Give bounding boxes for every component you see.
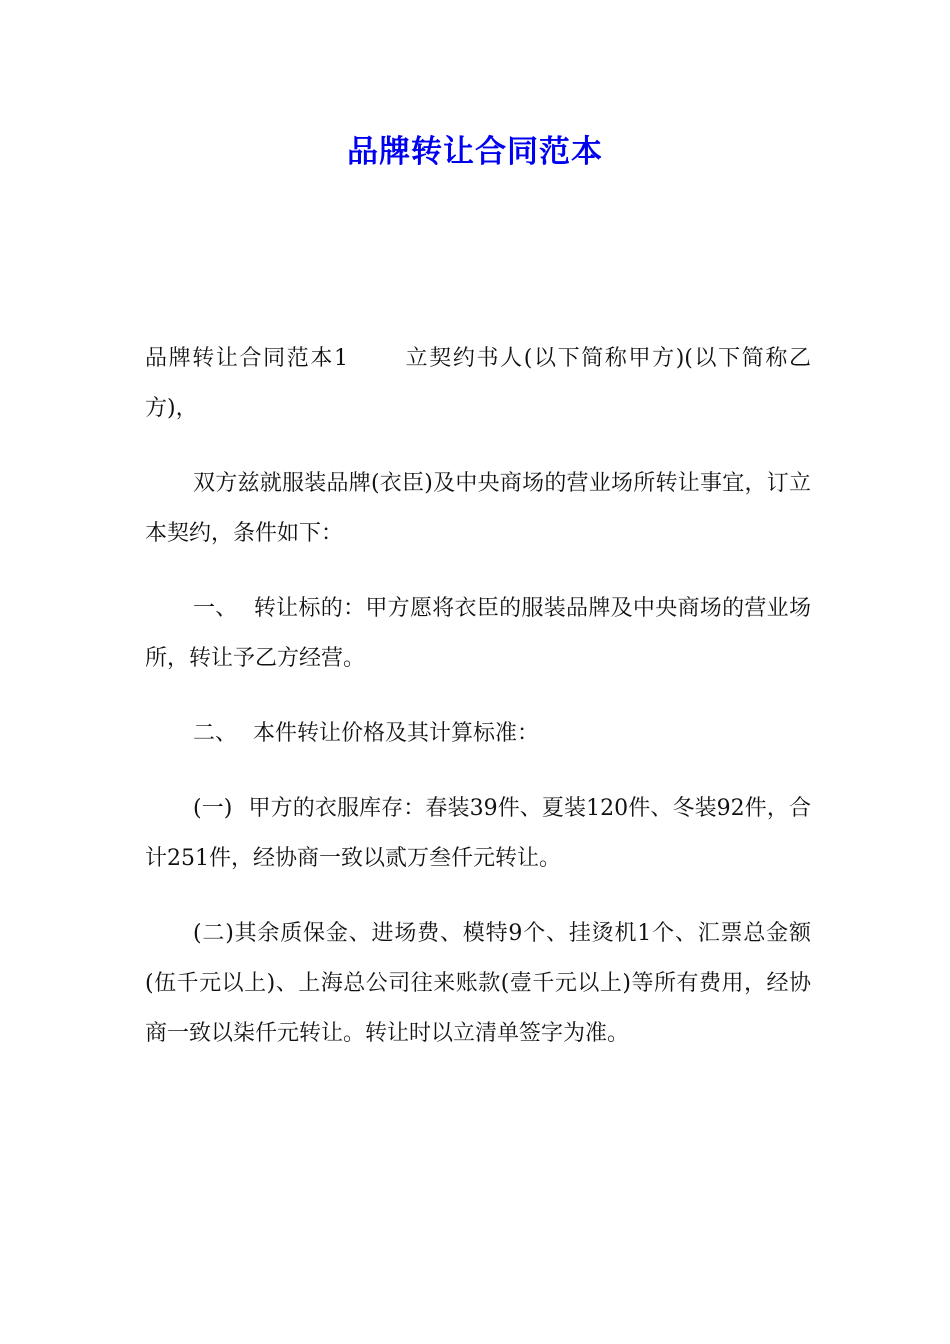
clause-number: (一) (193, 796, 233, 821)
clause-number: 一、 (193, 596, 238, 621)
clause-2 (145, 709, 811, 759)
clause-text: 甲方的衣服库存：春装39件、夏装120件、冬装92件，合计251件，经协商一致以贰万叁仟元转让。 (145, 796, 811, 871)
paragraph-intro (145, 334, 811, 434)
clause-number: 二、 (193, 721, 238, 746)
paragraph-purpose: 双方兹就服装品牌(衣臣)及中央商场的营业场所转让事宜，订立本契约，条件如下： (145, 471, 811, 546)
clause-2-2: (二)其余质保金、进场费、模特9个、挂烫机1个、汇票总金额(伍千元以上)、上海总公司往来账款(壹千元以上)等所有费用，经协商一致以柒仟元转让。转让时以立清单签字为准。 (145, 921, 811, 1046)
clause-text: 转让标的：甲方愿将衣臣的服装品牌及中央商场的营业场所，转让予乙方经营。 (145, 596, 811, 671)
clause-text: 本件转让价格及其计算标准： (253, 721, 540, 746)
clause-1 (145, 584, 811, 684)
document-title: 品牌转让合同范本 (347, 134, 603, 170)
paragraph-text: 立契约书人(以下简称甲方)(以下简称乙方)， (145, 346, 811, 421)
clause-2-1 (145, 784, 811, 884)
section-heading: 品牌转让合同范本1 (145, 346, 348, 371)
document-body (145, 334, 811, 1084)
